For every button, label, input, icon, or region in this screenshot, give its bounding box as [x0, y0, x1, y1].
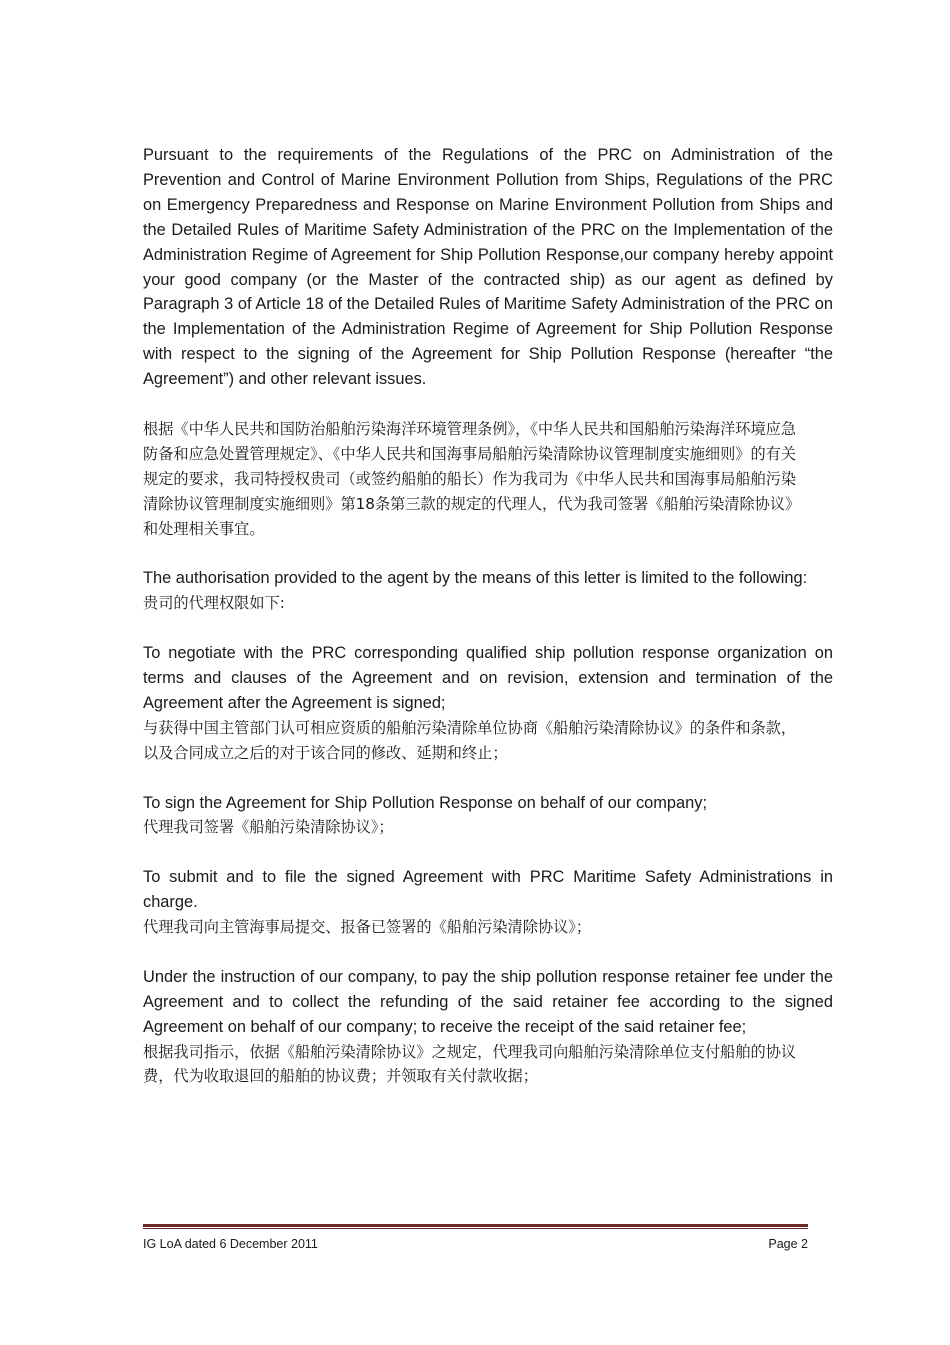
paragraph-chinese: 代理我司向主管海事局提交、报备已签署的《船舶污染清除协议》； [143, 918, 592, 937]
footer-page-number: Page 2 [768, 1237, 808, 1251]
paragraph-chinese: 贵司的代理权限如下: [143, 594, 285, 613]
paragraph-english: To negotiate with the PRC corresponding qualified ship pollution response organization on terms and clauses of the Agreement and on revision, extension and termination of the Agreement after the Agreement is signed; [143, 644, 833, 712]
paragraph-chinese: 根据《中华人民共和国防治船舶污染海洋环境管理条例》，《中华人民共和国船舶污染海洋环境应急防备和应急处置管理规定》、《中华人民共和国海事局船舶污染清除协议管理制度实施细则》的有关规定的要求，我司特授权贵司（或签约船舶的船长）作为我司为《中华人民共和国海事局船舶污染清除协议管理制度实施细则》第18条第三款的规定的代理人，代为我司签署《船舶污染清除协议》和处理相关事宜。 [143, 419, 801, 538]
paragraph-appointment-chinese [143, 417, 833, 542]
paragraph-chinese: 代理我司签署《船舶污染清除协议》； [143, 818, 394, 837]
paragraph-negotiate [143, 641, 833, 766]
paragraph-retainer-fee [143, 965, 833, 1090]
paragraph-english: To submit and to file the signed Agreement with PRC Maritime Safety Administrations in charge. [143, 868, 833, 912]
paragraph-sign [143, 791, 833, 841]
body-text [143, 143, 833, 1114]
paragraph-english: The authorisation provided to the agent by the means of this letter is limited to the following: [143, 569, 808, 588]
paragraph-english: Pursuant to the requirements of the Regulations of the PRC on Administration of the Prevention and Control of Marine Environment Pollution from Ships, Regulations of the PRC on Emergency Preparedness and Response on Marine Environment Pollution from Ships and the Detailed Rules of Maritime Safety Administration of the PRC on the Implementation of the Administration Regime of Agreement for Ship Pollution Response,our company hereby appoint your good company (or the Master of the contracted ship) as our agent as defined by Paragraph 3 of Article 18 of the Detailed Rules of Maritime Safety Administration of the PRC on the Implementation of the Administration Regime of Agreement for Ship Pollution Response with respect to the signing of the Agreement for Ship Pollution Response (hereafter “the Agreement”) and other relevant issues. [143, 146, 833, 389]
paragraph-authorisation-scope [143, 566, 833, 616]
paragraph-english: Under the instruction of our company, to pay the ship pollution response retainer fee under the Agreement and to collect the refunding of the said retainer fee according to the signed Agreement on behalf of our company; to receive the receipt of the said retainer fee; [143, 967, 833, 1036]
paragraph-chinese: 根据我司指示，依据《船舶污染清除协议》之规定，代理我司向船舶污染清除单位支付船舶的协议费，代为收取退回的船舶的协议费；并领取有关付款收据； [143, 1042, 797, 1086]
footer-document-reference: IG LoA dated 6 December 2011 [143, 1237, 318, 1251]
paragraph-english: To sign the Agreement for Ship Pollution Response on behalf of our company; [143, 793, 708, 812]
paragraph-submit [143, 865, 833, 940]
footer-divider [143, 1224, 808, 1229]
paragraph-appointment [143, 143, 833, 392]
paragraph-chinese: 与获得中国主管部门认可相应资质的船舶污染清除单位协商《船舶污染清除协议》的条件和条款，以及合同成立之后的对于该合同的修改、延期和终止； [143, 718, 797, 762]
